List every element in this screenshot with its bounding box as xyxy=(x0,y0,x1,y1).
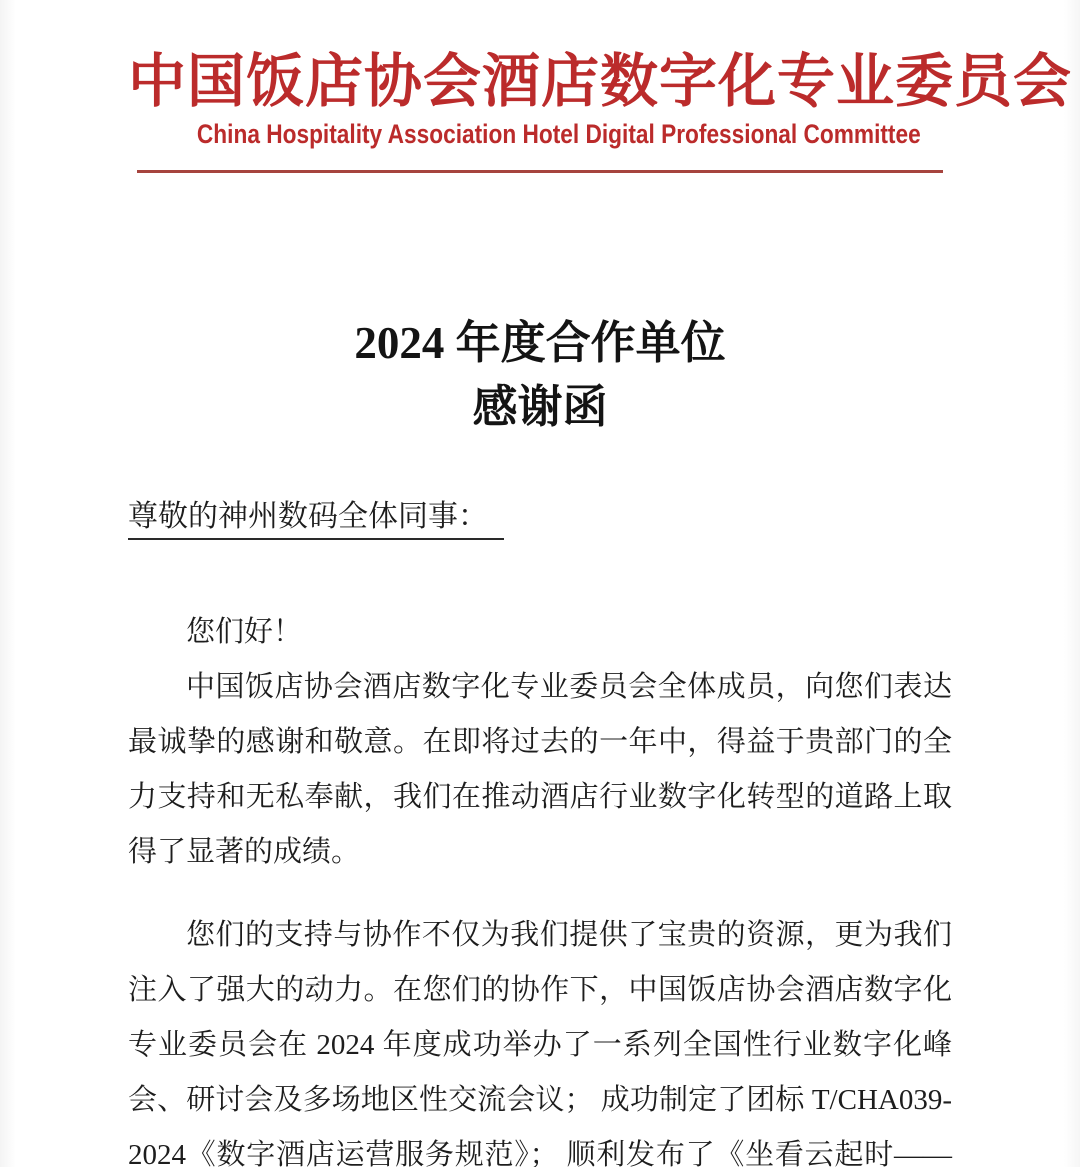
body-line: 注入了强大的动力。在您们的协作下，中国饭店协会酒店数字化 xyxy=(128,974,952,1006)
salutation xyxy=(128,497,952,537)
body-line: 您们好！ xyxy=(186,616,303,648)
body-line: 力支持和无私奉献，我们在推动酒店行业数字化转型的道路上取 xyxy=(128,781,952,813)
org-name-english-row xyxy=(128,119,952,154)
body-line: 中国饭店协会酒店数字化专业委员会全体成员，向您们表达 xyxy=(186,671,952,703)
letter-title-line2: 感谢函 xyxy=(472,382,608,432)
paragraph-spacer xyxy=(128,880,952,908)
letter-title xyxy=(128,311,952,439)
salutation-text: 尊敬的神州数码全体同事： xyxy=(128,500,504,540)
body-line: 最诚挚的感谢和敬意。在即将过去的一年中，得益于贵部门的全 xyxy=(128,726,952,758)
org-name-chinese: 中国饭店协会酒店数字化专业委员会 xyxy=(128,49,1073,114)
body-line: 得了显著的成绩。 xyxy=(128,836,361,868)
letter-title-line1: 2024 年度合作单位 xyxy=(354,318,726,368)
body-line: 专业委员会在 2024 年度成功举办了一系列全国性行业数字化峰 xyxy=(128,1029,952,1061)
letterhead xyxy=(128,48,1073,173)
body-line: 会、研讨会及多场地区性交流会议； 成功制定了团标 T/CHA039- xyxy=(128,1084,952,1116)
org-name-english: China Hospitality Association Hotel Digital Professional Committee xyxy=(196,119,921,149)
letter-body xyxy=(128,605,952,1167)
letterhead-divider xyxy=(137,170,943,173)
body-line: 您们的支持与协作不仅为我们提供了宝贵的资源，更为我们 xyxy=(186,919,952,951)
body-line: 2024《数字酒店运营服务规范》； 顺利发布了《坐看云起时—— xyxy=(128,1139,952,1167)
